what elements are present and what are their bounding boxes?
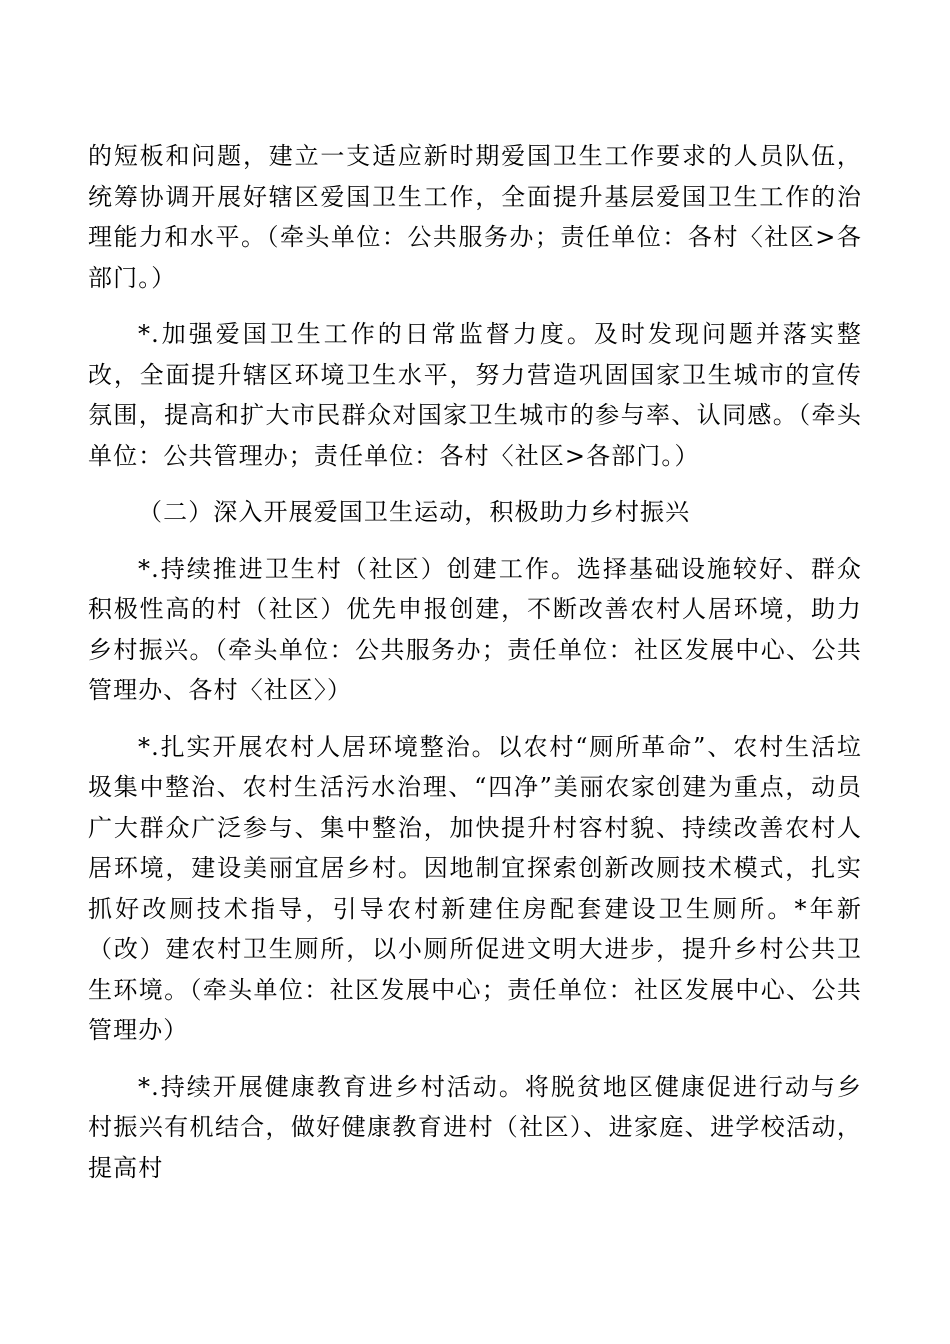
paragraph-5: *.扎实开展农村人居环境整治。以农村“厕所革命”、农村生活垃圾集中整治、农村生活污水治理、“四净”美丽农家创建为重点，动员广大群众广泛参与、集中整治，加快提升村容村貌、持续改善农村人居环境，建设美丽宜居乡村。因地制宜探索创新改厕技术模式，扎实抓好改厕技术指导，引导农村新建住房配套建设卫生厕所。*年新（改）建农村卫生厕所，以小厕所促进文明大进步，提升乡村公共卫生环境。（牵头单位：社区发展中心；责任单位：社区发展中心、公共管理办）: [88, 732, 862, 1044]
paragraph-6: *.持续开展健康教育进乡村活动。将脱贫地区健康促进行动与乡村振兴有机结合，做好健康教育进村（社区）、进家庭、进学校活动，提高村: [88, 1072, 862, 1182]
section-heading: （二）深入开展爱国卫生运动，积极助力乡村振兴: [138, 498, 691, 526]
paragraph-1: 的短板和问题，建立一支适应新时期爱国卫生工作要求的人员队伍，统筹协调开展好辖区爱国卫生工作，全面提升基层爱国卫生工作的治理能力和水平。（牵头单位：公共服务办；责任单位：各村〈社区>各部门。）: [88, 142, 862, 292]
document-page: [88, 136, 862, 1204]
paragraph-4: *.持续推进卫生村（社区）创建工作。选择基础设施较好、群众积极性高的村（社区）优先申报创建，不断改善农村人居环境，助力乡村振兴。（牵头单位：公共服务办；责任单位：社区发展中心、公共管理办、各村〈社区〉）: [88, 554, 862, 704]
paragraph-2: *.加强爱国卫生工作的日常监督力度。及时发现问题并落实整改，全面提升辖区环境卫生水平，努力营造巩固国家卫生城市的宣传氛围，提高和扩大市民群众对国家卫生城市的参与率、认同感。（牵头单位：公共管理办；责任单位：各村〈社区>各部门。）: [88, 320, 862, 470]
